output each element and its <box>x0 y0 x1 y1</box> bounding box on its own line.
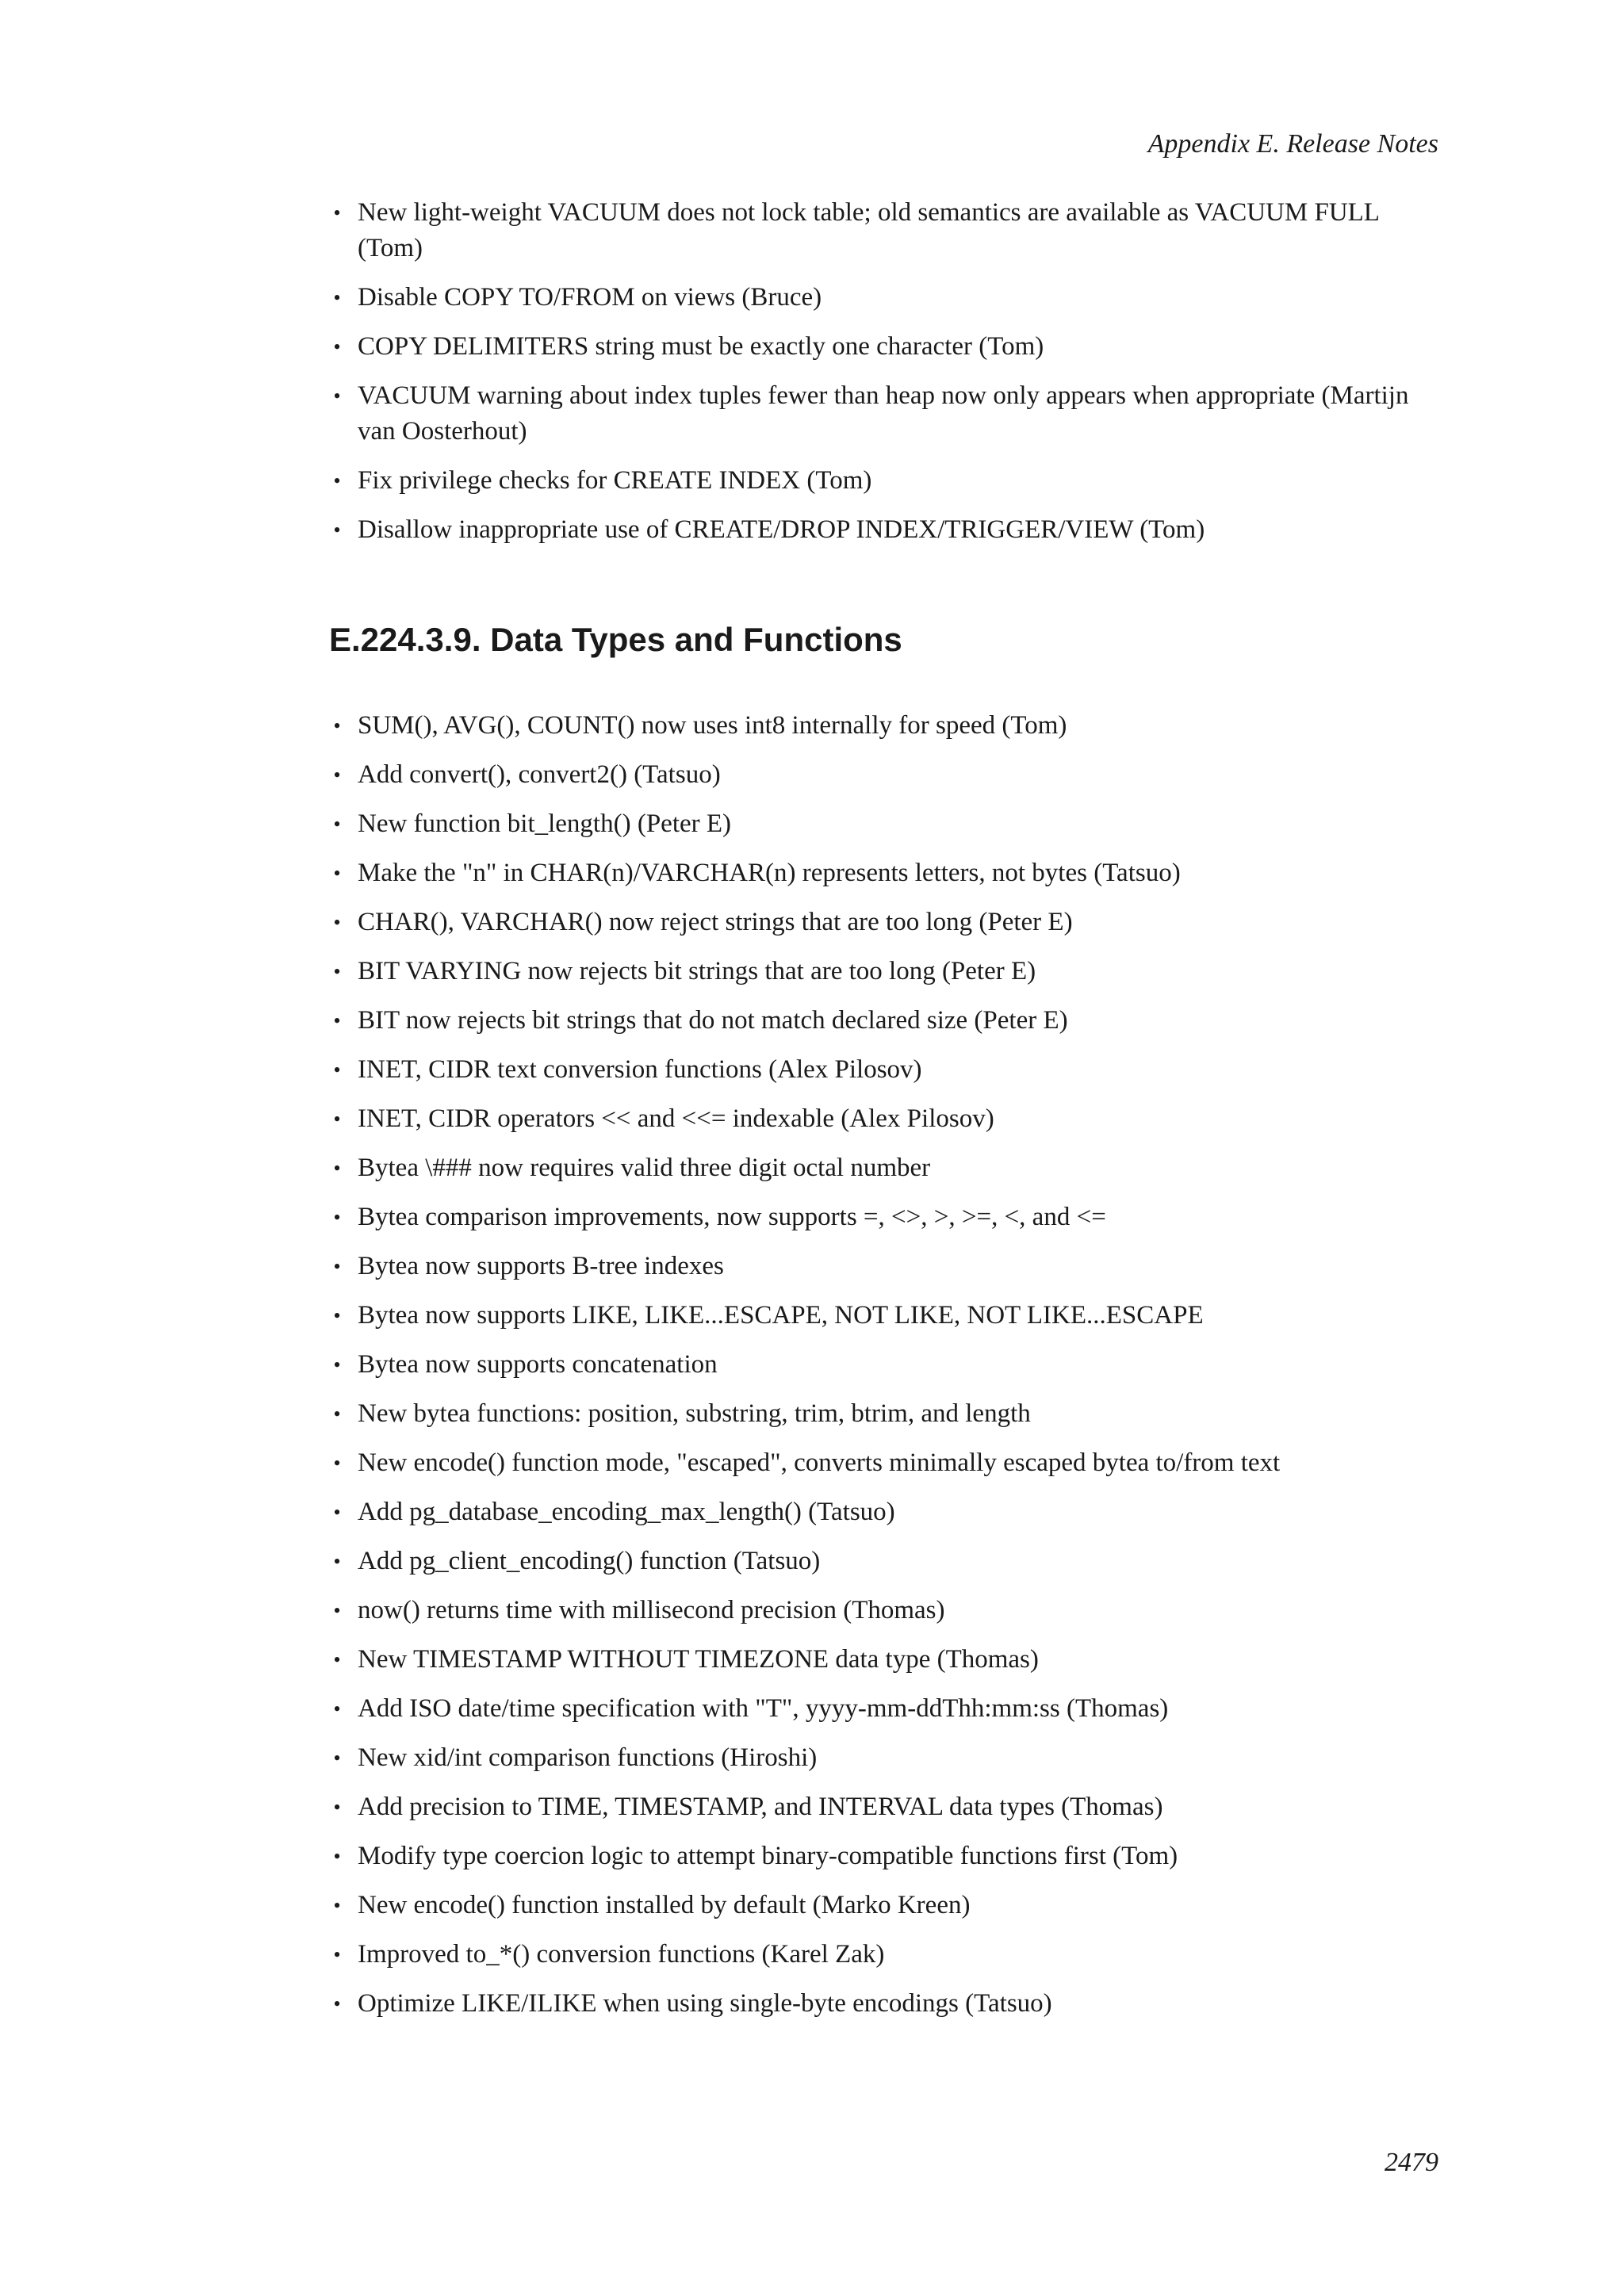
bullet-icon: • <box>333 1304 341 1327</box>
list-item-text: Bytea now supports B-tree indexes <box>358 1252 724 1280</box>
bullet-icon: • <box>333 335 341 358</box>
list-item-text: Make the "n" in CHAR(n)/VARCHAR(n) represents letters, not bytes (Tatsuo) <box>358 859 1181 887</box>
bullet-icon: • <box>333 862 341 885</box>
list-item <box>329 280 1439 316</box>
list-item-text: New light-weight VACUUM does not lock table; old semantics are available as VACUUM FULL (Tom) <box>358 198 1379 262</box>
list-item-text: Add convert(), convert2() (Tatsuo) <box>358 760 721 789</box>
bullet-icon: • <box>333 1550 341 1573</box>
list-item-text: Bytea \### now requires valid three digit octal number <box>358 1154 931 1182</box>
list-item-text: Add precision to TIME, TIMESTAMP, and INTERVAL data types (Thomas) <box>358 1793 1163 1821</box>
list-item-text: now() returns time with millisecond precision (Thomas) <box>358 1596 945 1624</box>
bullet-icon: • <box>333 1796 341 1819</box>
bullet-icon: • <box>333 1353 341 1376</box>
list-item-text: Disable COPY TO/FROM on views (Bruce) <box>358 283 822 312</box>
list-item <box>329 954 1439 989</box>
list-item <box>329 1888 1439 1923</box>
list-item <box>329 806 1439 842</box>
bullet-icon: • <box>333 911 341 934</box>
list-item <box>329 1249 1439 1284</box>
list-item <box>329 463 1439 499</box>
list-item <box>329 757 1439 793</box>
bullet-icon: • <box>333 1501 341 1524</box>
bullet-icon: • <box>333 1206 341 1229</box>
bullet-icon: • <box>333 1845 341 1868</box>
list-item <box>329 1839 1439 1874</box>
data-types-functions-list <box>329 708 1439 2035</box>
list-item <box>329 905 1439 940</box>
list-item <box>329 1052 1439 1088</box>
list-item-text: Fix privilege checks for CREATE INDEX (Tom) <box>358 466 872 495</box>
release-notes-list-top <box>329 195 1439 561</box>
list-item <box>329 1789 1439 1825</box>
bullet-icon: • <box>333 1108 341 1131</box>
list-item-text: BIT VARYING now rejects bit strings that are too long (Peter E) <box>358 957 1036 985</box>
list-item-text: Optimize LIKE/ILIKE when using single-byte encodings (Tatsuo) <box>358 1989 1052 2018</box>
bullet-icon: • <box>333 1058 341 1081</box>
list-item <box>329 1544 1439 1579</box>
list-item <box>329 1150 1439 1186</box>
list-item <box>329 1691 1439 1727</box>
list-item <box>329 708 1439 744</box>
bullet-icon: • <box>333 1894 341 1917</box>
list-item <box>329 1642 1439 1678</box>
list-item-text: BIT now rejects bit strings that do not match declared size (Peter E) <box>358 1006 1068 1035</box>
list-item-text: VACUUM warning about index tuples fewer than heap now only appears when appropriate (Martijn van Oosterhout) <box>358 381 1409 446</box>
list-item <box>329 1396 1439 1432</box>
bullet-icon: • <box>333 1255 341 1278</box>
list-item-text: INET, CIDR operators << and <<= indexable (Alex Pilosov) <box>358 1104 994 1133</box>
list-item <box>329 1298 1439 1334</box>
bullet-icon: • <box>333 1943 341 1966</box>
bullet-icon: • <box>333 385 341 408</box>
list-item-text: Disallow inappropriate use of CREATE/DROP INDEX/TRIGGER/VIEW (Tom) <box>358 515 1205 544</box>
list-item-text: INET, CIDR text conversion functions (Alex Pilosov) <box>358 1055 922 1084</box>
list-item-text: Add pg_database_encoding_max_length() (Tatsuo) <box>358 1498 895 1526</box>
bullet-icon: • <box>333 1452 341 1475</box>
section-heading: E.224.3.9. Data Types and Functions <box>329 621 902 658</box>
list-item <box>329 1347 1439 1383</box>
list-item <box>329 1593 1439 1628</box>
list-item-text: CHAR(), VARCHAR() now reject strings that are too long (Peter E) <box>358 908 1073 936</box>
list-item-text: Improved to_*() conversion functions (Karel Zak) <box>358 1940 885 1969</box>
bullet-icon: • <box>333 960 341 983</box>
bullet-icon: • <box>333 519 341 541</box>
running-header: Appendix E. Release Notes <box>1147 129 1438 159</box>
list-item <box>329 378 1439 450</box>
bullet-icon: • <box>333 1992 341 2015</box>
list-item <box>329 1986 1439 2022</box>
bullet-icon: • <box>333 714 341 737</box>
list-item-text: Modify type coercion logic to attempt binary-compatible functions first (Tom) <box>358 1842 1178 1870</box>
bullet-icon: • <box>333 1402 341 1425</box>
list-item <box>329 329 1439 365</box>
list-item-text: New function bit_length() (Peter E) <box>358 809 732 838</box>
list-item-text: New encode() function mode, "escaped", converts minimally escaped bytea to/from text <box>358 1448 1281 1477</box>
list-item <box>329 1445 1439 1481</box>
bullet-icon: • <box>333 763 341 786</box>
list-item-text: Add pg_client_encoding() function (Tatsuo) <box>358 1547 821 1575</box>
list-item-text: Add ISO date/time specification with "T", yyyy-mm-ddThh:mm:ss (Thomas) <box>358 1694 1169 1723</box>
bullet-icon: • <box>333 1747 341 1770</box>
list-item-text: Bytea now supports LIKE, LIKE...ESCAPE, NOT LIKE, NOT LIKE...ESCAPE <box>358 1301 1204 1330</box>
bullet-icon: • <box>333 201 341 224</box>
bullet-icon: • <box>333 1599 341 1622</box>
list-item <box>329 1937 1439 1973</box>
bullet-icon: • <box>333 1009 341 1032</box>
list-item <box>329 1740 1439 1776</box>
bullet-icon: • <box>333 1697 341 1720</box>
bullet-icon: • <box>333 1648 341 1671</box>
bullet-icon: • <box>333 286 341 309</box>
list-item <box>329 1003 1439 1039</box>
list-item <box>329 855 1439 891</box>
bullet-list <box>329 195 1439 548</box>
list-item-text: New encode() function installed by default (Marko Kreen) <box>358 1891 971 1919</box>
list-item-text: Bytea now supports concatenation <box>358 1350 718 1379</box>
list-item <box>329 195 1439 266</box>
list-item-text: Bytea comparison improvements, now supports =, <>, >, >=, <, and <= <box>358 1203 1106 1231</box>
list-item <box>329 1200 1439 1235</box>
bullet-list <box>329 708 1439 2022</box>
list-item-text: SUM(), AVG(), COUNT() now uses int8 internally for speed (Tom) <box>358 711 1067 740</box>
bullet-icon: • <box>333 813 341 836</box>
page-number: 2479 <box>1385 2148 1438 2177</box>
list-item-text: New xid/int comparison functions (Hiroshi) <box>358 1743 818 1772</box>
list-item-text: New bytea functions: position, substring, trim, btrim, and length <box>358 1399 1031 1428</box>
list-item <box>329 1494 1439 1530</box>
bullet-icon: • <box>333 469 341 492</box>
list-item-text: New TIMESTAMP WITHOUT TIMEZONE data type (Thomas) <box>358 1645 1039 1674</box>
list-item-text: COPY DELIMITERS string must be exactly one character (Tom) <box>358 332 1044 361</box>
list-item <box>329 1101 1439 1137</box>
list-item <box>329 512 1439 548</box>
bullet-icon: • <box>333 1157 341 1180</box>
